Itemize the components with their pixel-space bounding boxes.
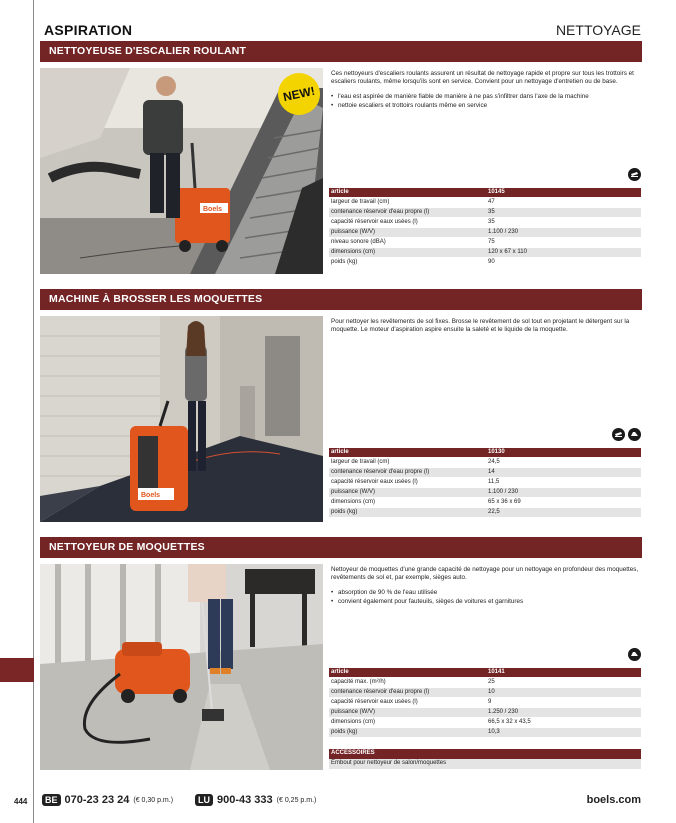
svg-text:Boels: Boels bbox=[203, 206, 223, 213]
spec-label: contenance réservoir d'eau propre (l) bbox=[329, 467, 486, 477]
article-number: 10141 bbox=[486, 668, 641, 677]
table-header-row bbox=[329, 188, 641, 197]
call-price: (€ 0,30 p.m.) bbox=[133, 796, 174, 804]
spec-value: 66,5 x 32 x 43,5 bbox=[486, 717, 641, 727]
article-label: article bbox=[329, 188, 486, 197]
spec-label: capacité réservoir eaux usées (l) bbox=[329, 697, 486, 707]
contact-lu bbox=[195, 794, 316, 806]
spec-label: contenance réservoir d'eau propre (l) bbox=[329, 207, 486, 217]
spec-label: dimensions (cm) bbox=[329, 717, 486, 727]
description-text: Ces nettoyeurs d'escaliers roulants assurent un résultat de nettoyage rapide et propre sur tous les trottoirs et escaliers roulants, même lorsqu'ils sont en service. Convient pour un nettoyage d'entretien ou de base. bbox=[331, 70, 634, 86]
spec-table-10141 bbox=[329, 668, 641, 738]
escalator-cleaner-photo bbox=[40, 68, 323, 274]
table-row bbox=[329, 207, 641, 217]
svg-text:Boels: Boels bbox=[141, 492, 161, 499]
spec-value: 9 bbox=[486, 697, 641, 707]
spec-label: largeur de travail (cm) bbox=[329, 457, 486, 467]
feature-item: • nettoie escaliers et trottoirs roulants même en service bbox=[331, 102, 641, 110]
article-label: article bbox=[329, 668, 486, 677]
feature-item: • convient également pour fauteuils, sièges de voitures et garnitures bbox=[331, 598, 641, 606]
floor-type-icons bbox=[628, 648, 641, 661]
spec-value: 14 bbox=[486, 467, 641, 477]
table-row bbox=[329, 487, 641, 497]
description-text: Nettoyeur de moquettes d'une grande capacité de nettoyage pour un nettoyage en profondeur des moquettes, revêtements de sol et, par exemple, sièges auto. bbox=[331, 566, 639, 582]
carpet-cleaner-photo bbox=[40, 564, 323, 770]
table-row bbox=[329, 257, 641, 267]
table-header-row bbox=[329, 448, 641, 457]
table-row bbox=[329, 727, 641, 737]
article-number: 10145 bbox=[486, 188, 641, 197]
feature-item: • absorption de 90 % de l'eau utilisée bbox=[331, 589, 641, 597]
spec-value: 35 bbox=[486, 207, 641, 217]
spec-value: 1.250 / 230 bbox=[486, 707, 641, 717]
spec-value: 22,5 bbox=[486, 507, 641, 517]
spec-label: capacité max. (m²/h) bbox=[329, 677, 486, 687]
spec-value: 1.100 / 230 bbox=[486, 487, 641, 497]
spec-table-10130 bbox=[329, 448, 641, 518]
phone-number[interactable]: 070-23 23 24 bbox=[64, 794, 130, 806]
carpet-icon bbox=[628, 428, 641, 441]
spec-value: 10 bbox=[486, 687, 641, 697]
spec-value: 1.100 / 230 bbox=[486, 227, 641, 237]
spec-label: niveau sonore (dBA) bbox=[329, 237, 486, 247]
table-row bbox=[329, 247, 641, 257]
spec-value: 24,5 bbox=[486, 457, 641, 467]
table-row bbox=[329, 497, 641, 507]
subcategory-title: NETTOYAGE bbox=[555, 22, 641, 38]
section-title-carpet-brush: MACHINE À BROSSER LES MOQUETTES bbox=[40, 289, 642, 310]
accessories-box bbox=[329, 749, 641, 769]
table-row bbox=[329, 457, 641, 467]
spec-value: 120 x 67 x 110 bbox=[486, 247, 641, 257]
table-row bbox=[329, 477, 641, 487]
table-row bbox=[329, 707, 641, 717]
section-title-carpet-cleaner: NETTOYEUR DE MOQUETTES bbox=[40, 537, 642, 558]
table-header-row bbox=[329, 668, 641, 677]
spec-label: capacité réservoir eaux usées (l) bbox=[329, 217, 486, 227]
new-badge-label: NEW! bbox=[281, 83, 317, 105]
margin-rule bbox=[33, 0, 34, 823]
feature-item: • l'eau est aspirée de manière fiable de manière à ne pas s'infiltrer dans l'axe de la machine bbox=[331, 93, 641, 101]
page-footer bbox=[0, 794, 676, 810]
phone-number[interactable]: 900-43 333 bbox=[217, 794, 273, 806]
article-label: article bbox=[329, 448, 486, 457]
table-row bbox=[329, 697, 641, 707]
hard-floor-icon bbox=[612, 428, 625, 441]
spec-label: poids (kg) bbox=[329, 727, 486, 737]
article-number: 10130 bbox=[486, 448, 641, 457]
spec-value: 35 bbox=[486, 217, 641, 227]
spec-value: 11,5 bbox=[486, 477, 641, 487]
feature-list bbox=[331, 93, 641, 109]
section-title-escalator-cleaner: NETTOYEUSE D'ESCALIER ROULANT bbox=[40, 41, 642, 62]
table-row bbox=[329, 507, 641, 517]
spec-label: puissance (W/V) bbox=[329, 707, 486, 717]
spec-value: 25 bbox=[486, 677, 641, 687]
table-row bbox=[329, 687, 641, 697]
carpet-brush-photo bbox=[40, 316, 323, 522]
country-code-badge: BE bbox=[42, 794, 61, 806]
feature-list bbox=[331, 589, 641, 605]
spec-value: 75 bbox=[486, 237, 641, 247]
accessory-item: Embout pour nettoyeur de salon/moquettes bbox=[329, 759, 641, 769]
table-row bbox=[329, 467, 641, 477]
table-row bbox=[329, 197, 641, 207]
spec-table-10145 bbox=[329, 188, 641, 268]
spec-value: 90 bbox=[486, 257, 641, 267]
carpet-cleaner-description bbox=[331, 566, 641, 606]
floor-type-icons bbox=[612, 428, 641, 441]
website-link[interactable]: boels.com bbox=[586, 794, 641, 806]
spec-label: largeur de travail (cm) bbox=[329, 197, 486, 207]
table-row bbox=[329, 227, 641, 237]
table-row bbox=[329, 237, 641, 247]
country-code-badge: LU bbox=[195, 794, 213, 806]
spec-value: 47 bbox=[486, 197, 641, 207]
category-title: ASPIRATION bbox=[44, 22, 133, 38]
spec-label: poids (kg) bbox=[329, 257, 486, 267]
call-price: (€ 0,25 p.m.) bbox=[276, 796, 317, 804]
spec-value: 65 x 36 x 69 bbox=[486, 497, 641, 507]
contact-be bbox=[42, 794, 173, 806]
table-row bbox=[329, 217, 641, 227]
hard-floor-icon bbox=[628, 168, 641, 181]
carpet-icon bbox=[628, 648, 641, 661]
floor-type-icons bbox=[628, 168, 641, 181]
description-text: Pour nettoyer les revêtements de sol fixes. Brosse le revêtement de sol tout en projetant le détergent sur la moquette. Le moteur d'aspiration aspire ensuite la saleté et le liquide de la moquette. bbox=[331, 318, 630, 334]
accessories-title: ACCESSOIRES bbox=[329, 749, 641, 759]
spec-label: contenance réservoir d'eau propre (l) bbox=[329, 687, 486, 697]
margin-tab bbox=[0, 658, 34, 682]
spec-value: 10,3 bbox=[486, 727, 641, 737]
table-row bbox=[329, 677, 641, 687]
spec-label: puissance (W/V) bbox=[329, 487, 486, 497]
escalator-cleaner-description bbox=[331, 70, 641, 110]
table-row bbox=[329, 717, 641, 727]
spec-label: puissance (W/V) bbox=[329, 227, 486, 237]
spec-label: capacité réservoir eaux usées (l) bbox=[329, 477, 486, 487]
spec-label: poids (kg) bbox=[329, 507, 486, 517]
spec-label: dimensions (cm) bbox=[329, 497, 486, 507]
carpet-brush-description bbox=[331, 318, 641, 341]
spec-label: dimensions (cm) bbox=[329, 247, 486, 257]
page-number: 444 bbox=[14, 797, 28, 806]
